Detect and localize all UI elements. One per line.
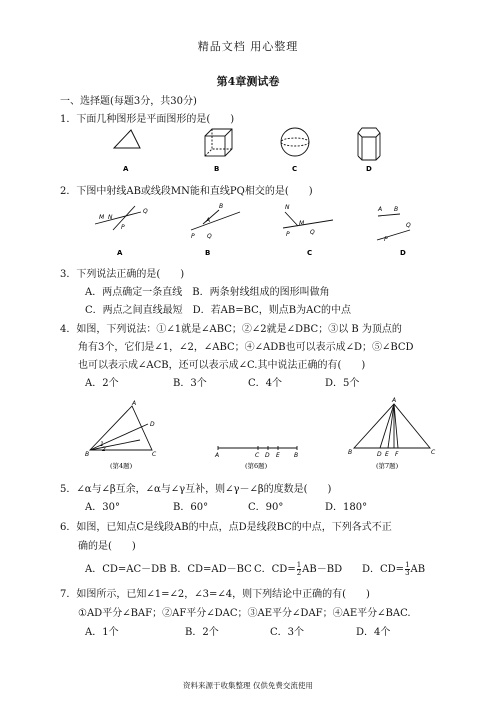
question-6-option-b: B．CD=AD－BC [170, 564, 252, 575]
fig4-1: 1 [100, 441, 104, 448]
fig7-a: A [392, 397, 397, 404]
question-3: 3．下列说法正确的是( ) [60, 269, 185, 280]
q2-figures [95, 198, 425, 260]
question-4-line-2: 角有3个，它们是∠1，∠2，∠ABC；④∠ADB也可以表示成∠D；⑤∠BCD [78, 342, 414, 353]
q1-label-d: D [366, 165, 372, 173]
q2-label-d: D [400, 249, 406, 257]
q1-label-a: A [123, 165, 129, 173]
question-6-option-a: A．CD=AC－DB [85, 564, 167, 575]
question-6-option-c-suffix: AB－BD [302, 564, 343, 575]
q2-c-q: Q [310, 229, 315, 236]
q1-label-c: C [292, 165, 298, 173]
question-6-option-d-prefix: D．CD= [362, 564, 405, 575]
q2-a-n: N [108, 214, 113, 221]
q2-d-a: A [378, 206, 383, 213]
question-4-option-a: A．2个 [85, 378, 119, 389]
fig4-b: B [85, 451, 90, 458]
q2-c-p: P [286, 231, 290, 238]
question-4-line-1: 4．如图，下列说法：①∠1就是∠ABC；②∠2就是∠DBC；③以 B 为顶点的 [60, 324, 402, 335]
question-6-line-1: 6．如图，已知点C是线段AB的中点，点D是线段BC的中点，下列各式不正 [60, 522, 392, 533]
q1-prism [358, 128, 380, 160]
fig6-caption: (第6题) [245, 462, 268, 470]
fraction-one-half [297, 562, 301, 577]
question-3-options-ab: A．两点确定一条直线 B．两条射线组成的图形叫做角 [85, 287, 330, 298]
question-6-option-d-suffix: AB [410, 564, 426, 575]
question-5-option-d: D．180° [325, 502, 368, 513]
page-title: 第4章测试卷 [216, 75, 280, 88]
fig7-d: D [377, 451, 382, 458]
section-heading: 一、选择题(每题3分，共30分) [60, 96, 197, 107]
fig7-e: E [385, 451, 389, 458]
fig7-b: B [348, 449, 353, 456]
q2-a-p: P [121, 224, 125, 231]
fraction-d-denominator: 3 [405, 569, 410, 577]
q2-b-q: Q [207, 233, 212, 240]
question-6-option-c [254, 560, 342, 577]
question-6-option-c-prefix: C．CD= [254, 564, 296, 575]
q2-label-c: C [307, 249, 313, 257]
fig4-d: D [150, 421, 155, 428]
question-5-option-c: C．90° [248, 502, 284, 513]
fraction-c-denominator: 2 [296, 569, 302, 577]
q2-label-b: B [205, 249, 211, 257]
fig6-c: C [255, 452, 260, 459]
fig4-c: C [152, 451, 157, 458]
q2-b-a: A [206, 217, 211, 224]
fraction-one-third [405, 562, 409, 577]
fig4-a: A [132, 400, 137, 407]
question-6-line-2: 确的是( ) [78, 541, 136, 552]
page-footer: 资料来源于收集整理 仅供免费交流使用 [183, 681, 313, 690]
question-4-line-3: 也可以表示成∠ACB，还可以表示成∠C.其中说法正确的有( ) [78, 360, 366, 371]
question-2: 2．下图中射线AB或线段MN能和直线PQ相交的是( ) [60, 186, 313, 197]
question-7-option-a: A．1个 [85, 627, 119, 638]
question-7-option-c: C．3个 [270, 627, 305, 638]
q2-d-b: B [394, 206, 399, 213]
q1-cube [205, 129, 232, 156]
fig6-b: B [294, 452, 299, 459]
fig7-caption: (第7题) [376, 462, 399, 470]
fig4-2: 2 [102, 446, 106, 453]
q2-d-q: Q [406, 222, 411, 229]
question-4-option-b: B．3个 [173, 378, 207, 389]
q2-b-p: P [191, 233, 195, 240]
q1-triangle [114, 130, 140, 148]
fig7-f: F [395, 451, 399, 458]
fig4-caption: (第4题) [110, 462, 133, 470]
q2-c-m: M [299, 220, 305, 227]
question-5: 5．∠α与∠β互余，∠α与∠γ互补，则∠γ－∠β的度数是( ) [60, 484, 332, 495]
q1-sphere [281, 128, 309, 156]
question-4-option-c: C．4个 [248, 378, 283, 389]
question-1: 1．下面几种图形是平面图形的是( ) [60, 114, 235, 125]
q1-label-b: B [214, 165, 220, 173]
fraction-c-numerator: 1 [296, 561, 302, 569]
question-7-line-1: 7．如图所示，已知∠1=∠2，∠3=∠4，则下列结论中正确的有( ) [60, 589, 370, 600]
fraction-d-numerator: 1 [405, 561, 410, 569]
question-3-options-cd: C．两点之间直线最短 D．若AB=BC，则点B为AC的中点 [85, 305, 352, 316]
q2-d-p: P [384, 236, 388, 243]
question-7-option-d: D．4个 [356, 627, 391, 638]
question-7-option-b: B．2个 [185, 627, 219, 638]
q2-c-n: N [285, 204, 290, 211]
question-5-option-b: B．60° [173, 502, 209, 513]
fig7-c: C [431, 449, 436, 456]
question-6-option-d [362, 560, 425, 577]
figures-row [82, 398, 452, 478]
fig6-a: A [215, 452, 220, 459]
figure-6 [218, 446, 297, 450]
figure-7 [354, 404, 430, 448]
q2-a-m: M [99, 214, 105, 221]
fig6-d: D [265, 452, 270, 459]
page-header: 精品文档 用心整理 [197, 40, 299, 53]
q2-a-q: Q [143, 208, 148, 215]
q1-shapes [100, 126, 400, 176]
q2-b-b: B [219, 203, 224, 210]
question-4-option-d: D．5个 [325, 378, 360, 389]
question-7-line-2: ①AD平分∠BAF；②AF平分∠DAC；③AE平分∠DAF；④AE平分∠BAC. [78, 608, 411, 619]
fig6-e: E [276, 452, 280, 459]
q2-label-a: A [117, 249, 123, 257]
question-5-option-a: A．30° [85, 502, 120, 513]
